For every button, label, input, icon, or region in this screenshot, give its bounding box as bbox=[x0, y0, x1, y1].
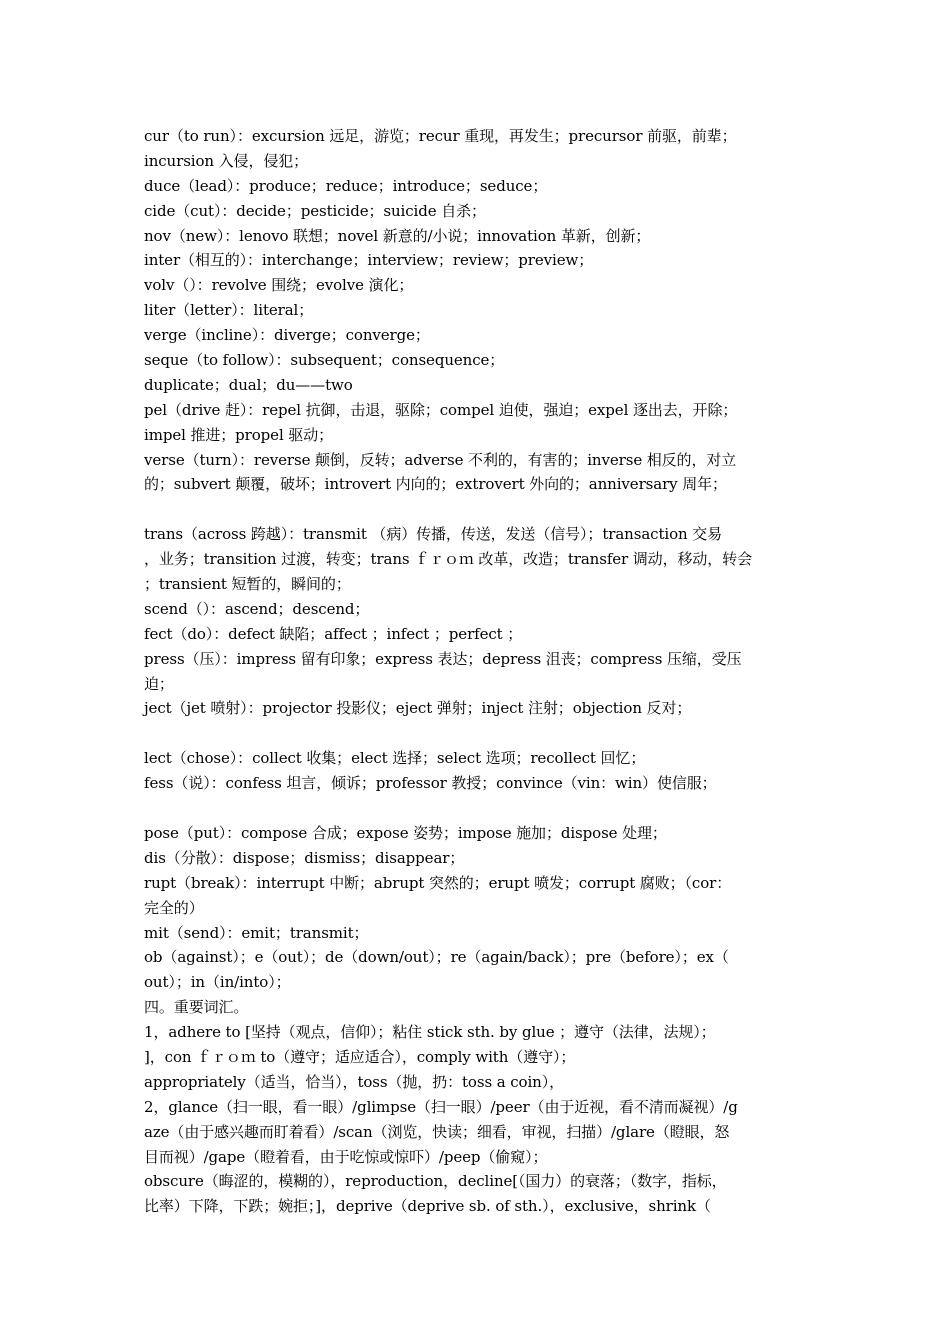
text-line: pose（put）：compose 合成；expose 姿势；impose 施加；dispose 处理； bbox=[144, 823, 667, 842]
text-line: press（压）：impress 留有印象；express 表达；depress 沮丧；compress 压缩，受压 bbox=[144, 649, 742, 668]
blank-line bbox=[144, 721, 784, 746]
text-line: 完全的） bbox=[144, 898, 204, 917]
text-line: nov（new）：lenovo 联想；novel 新意的/小说；innovation 革新，创新； bbox=[144, 226, 651, 245]
text-line: out）；in（in/into）； bbox=[144, 973, 291, 992]
text-line: ；transient 短暂的，瞬间的； bbox=[144, 575, 351, 594]
text-line: appropriately（适当，恰当），toss（抛，扔：toss a coin）， bbox=[144, 1072, 565, 1091]
blank-line bbox=[144, 497, 784, 522]
text-line: impel 推进；propel 驱动； bbox=[144, 425, 334, 444]
text-line: ，业务；transition 过渡，转变；trans ｆｒｏｍ 改革，改造；transfer 调动，移动，转会 bbox=[144, 550, 752, 569]
text-line: cide（cut）：decide；pesticide；suicide 自杀； bbox=[144, 201, 486, 220]
text-line: mit（send）：emit；transmit； bbox=[144, 923, 369, 942]
text-line: cur（to run）：excursion 远足，游览；recur 重现，再发生；precursor 前驱，前辈； bbox=[144, 127, 737, 145]
text-line: 迫； bbox=[144, 674, 174, 693]
text-line: fect（do）：defect 缺陷；affect ；infect ；perfect ； bbox=[144, 624, 523, 643]
text-line: liter（letter）：literal； bbox=[144, 301, 314, 320]
text-line: inter（相互的）：interchange；interview；review；preview； bbox=[144, 251, 594, 270]
text-line: ]，con ｆｒｏｍ to（遵守；适应适合），comply with（遵守）； bbox=[144, 1047, 576, 1066]
text-line: verse（turn）：reverse 颠倒，反转；adverse 不利的，有害的；inverse 相反的，对立 bbox=[144, 450, 737, 469]
text-line: ject（jet 喷射）：projector 投影仪；eject 弹射；inject 注射；objection 反对； bbox=[144, 699, 692, 718]
text-line: 目而视）/gape（瞪着看，由于吃惊或惊吓）/peep（偷窥）； bbox=[144, 1147, 548, 1166]
text-line: 2，glance（扫一眼，看一眼）/glimpse（扫一眼）/peer（由于近视，看不清而凝视）/g bbox=[144, 1097, 738, 1116]
blank-line bbox=[144, 796, 784, 821]
text-line: pel（drive 赶）：repel 抗御，击退，驱除；compel 迫使，强迫；expel 逐出去，开除； bbox=[144, 400, 738, 419]
text-line: trans（across 跨越）：transmit （病）传播，传送，发送（信号）；transaction 交易 bbox=[144, 525, 723, 544]
text-line: 的；subvert 颠覆，破坏；introvert 内向的；extrovert 外向的；anniversary 周年； bbox=[144, 475, 727, 494]
text-line: duplicate；dual；du——two bbox=[144, 375, 353, 394]
text-line: obscure（晦涩的，模糊的），reproduction，decline[（国力）的衰落；（数字，指标， bbox=[144, 1172, 727, 1191]
text-line: volv（）：revolve 围绕；evolve 演化； bbox=[144, 276, 414, 295]
text-line: ob（against）；e（out）；de（down/out）；re（again/back）；pre（before）；ex（ bbox=[144, 948, 729, 967]
text-line: fess（说）：confess 坦言，倾诉；professor 教授；convince（vin：win）使信服； bbox=[144, 774, 717, 793]
text-line: incursion 入侵，侵犯； bbox=[144, 151, 309, 170]
text-line: aze（由于感兴趣而盯着看）/scan（浏览，快读；细看，审视，扫描）/glare（瞪眼，怒 bbox=[144, 1122, 730, 1141]
section-heading: 四。重要词汇。 bbox=[144, 998, 249, 1017]
text-line: seque（to follow）：subsequent；consequence； bbox=[144, 351, 505, 370]
text-line: scend（）：ascend；descend； bbox=[144, 599, 370, 618]
text-line: duce（lead）：produce；reduce；introduce；seduce； bbox=[144, 176, 548, 195]
document-body bbox=[144, 124, 784, 1219]
text-line: rupt（break）：interrupt 中断；abrupt 突然的；erupt 喷发；corrupt 腐败；（cor： bbox=[144, 873, 732, 892]
text-line: 1，adhere to [坚持（观点，信仰）；粘住 stick sth. by glue ；遵守（法律，法规）； bbox=[144, 1023, 716, 1042]
text-line: dis（分散）：dispose；dismiss；disappear； bbox=[144, 848, 465, 867]
text-line: lect（chose）：collect 收集；elect 选择；select 选项；recollect 回忆； bbox=[144, 749, 646, 768]
text-line: 比率）下降，下跌；婉拒；]，deprive（deprive sb. of sth.），exclusive，shrink（ bbox=[144, 1197, 711, 1216]
text-line: verge（incline）：diverge；converge； bbox=[144, 326, 430, 345]
